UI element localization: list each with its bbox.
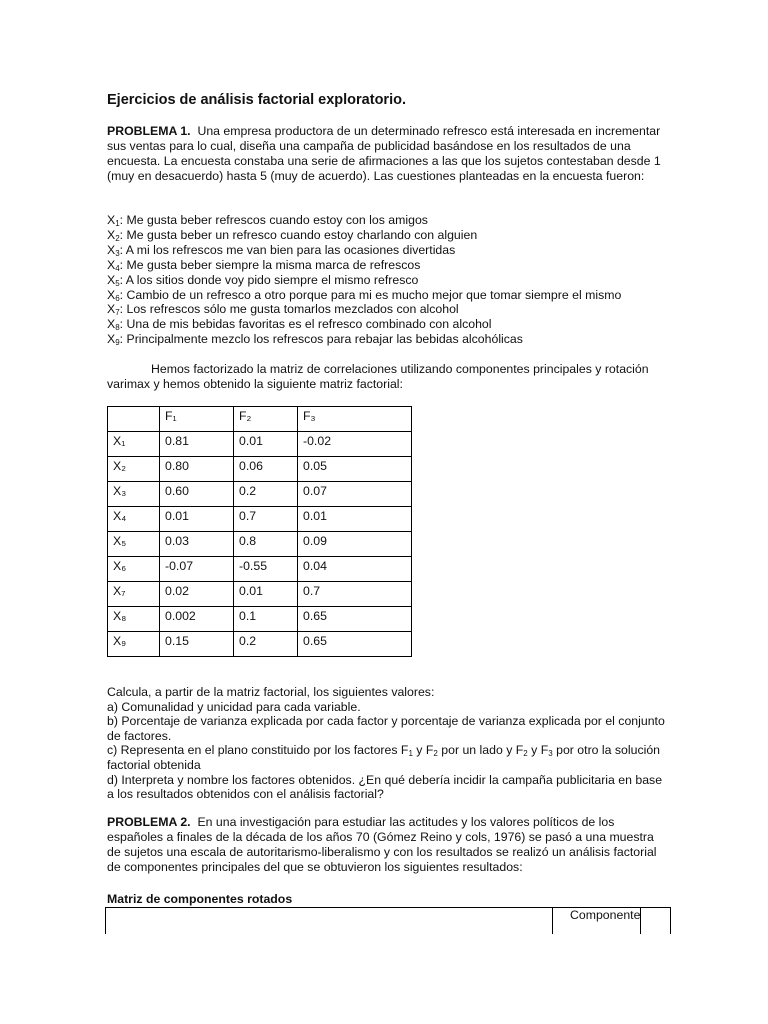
- tasks-lead: Calcula, a partir de la matriz factorial, los siguientes valores:: [107, 685, 435, 699]
- table-cell: 0.1: [234, 607, 298, 632]
- table-cell: X₄: [108, 507, 160, 532]
- table-cell: -0.55: [234, 557, 298, 582]
- table-cell: 0.002: [160, 607, 234, 632]
- task-b: b) Porcentaje de varianza explicada por cada factor y porcentaje de varianza explicada por el conjunto de factores.: [107, 714, 665, 743]
- table-cell: 0.09: [298, 532, 412, 557]
- task-c: c) Representa en el plano constituido por los factores $F_1$ y $F_2$ por un lado y $F_2$ y $F_3$ por otro la solución factorial obtenida: [107, 743, 661, 772]
- table-cell: 0.02: [160, 582, 234, 607]
- table-row: [108, 607, 412, 632]
- table-cell: X₈: [108, 607, 160, 632]
- table-cell: 0.2: [234, 482, 298, 507]
- survey-items-list: [107, 213, 621, 347]
- table-row: [108, 507, 412, 532]
- table-border-right: [670, 908, 671, 934]
- survey-item: $X_3$: A mi los refrescos me van bien para las ocasiones divertidas: [107, 242, 456, 258]
- table-cell: -0.02: [298, 432, 412, 457]
- table-cell: 0.80: [160, 457, 234, 482]
- problem2-intro-text: En una investigación para estudiar las actitudes y los valores políticos de los españoles a finales de la década de los años 70 (Gómez Reino y cols, 1976) se pasó a una muestra de sujetos una escala de autoritarismo-liberalismo y con los resultados se realizó un análisis factorial de componentes principales del que se obtuvieron los siguientes resultados:: [107, 815, 657, 874]
- table-cell: X₇: [108, 582, 160, 607]
- table-cell: 0.7: [298, 582, 412, 607]
- table-cell: 0.81: [160, 432, 234, 457]
- table-header-cell: F₂: [234, 407, 298, 432]
- table-cell: 0.01: [298, 507, 412, 532]
- rotated-matrix-heading: Matriz de componentes rotados: [107, 892, 293, 906]
- table-cell: X₉: [108, 632, 160, 657]
- table-cell: 0.07: [298, 482, 412, 507]
- task-a: a) Comunalidad y unicidad para cada variable.: [107, 699, 361, 714]
- survey-item: $X_5$: A los sitios donde voy pido siempre el mismo refresco: [107, 272, 419, 288]
- table-cell: 0.8: [234, 532, 298, 557]
- table-cell: 0.65: [298, 607, 412, 632]
- problem2-intro: [107, 815, 667, 875]
- table-row: [108, 632, 412, 657]
- table-cell: X₃: [108, 482, 160, 507]
- survey-item: $X_6$: Cambio de un refresco a otro porque para mi es mucho mejor que tomar siempre el mismo: [107, 287, 622, 303]
- table-border-left: [105, 908, 106, 934]
- table-header-row: [108, 407, 412, 432]
- rotated-components-table: [105, 907, 671, 934]
- method-paragraph: [107, 362, 667, 392]
- task-d: d) Interpreta y nombre los factores obtenidos. ¿En qué debería incidir la campaña publicitaria en base a los resultados obtenidos con el análisis factorial?: [107, 772, 663, 802]
- table-cell: 0.2: [234, 632, 298, 657]
- table-header-cell: [108, 407, 160, 432]
- table-cell: X₆: [108, 557, 160, 582]
- table-cell: 0.01: [234, 432, 298, 457]
- table-cell: X₂: [108, 457, 160, 482]
- problem1-intro: [107, 124, 667, 184]
- table-cell: X₁: [108, 432, 160, 457]
- table-header-cell: F₁: [160, 407, 234, 432]
- table-cell: 0.7: [234, 507, 298, 532]
- table-cell: 0.60: [160, 482, 234, 507]
- survey-item: $X_8$: Una de mis bebidas favoritas es el refresco combinado con alcohol: [107, 317, 492, 333]
- survey-item: $X_7$: Los refrescos sólo me gusta tomarlos mezclados con alcohol: [107, 302, 459, 318]
- table-cell: -0.07: [160, 557, 234, 582]
- factor-matrix-table: [107, 406, 412, 657]
- survey-item: $X_1$: Me gusta beber refrescos cuando estoy con los amigos: [107, 213, 428, 228]
- survey-item: $X_2$: Me gusta beber un refresco cuando estoy charlando con alguien: [107, 227, 478, 243]
- table-cell: 0.03: [160, 532, 234, 557]
- table-row: [108, 432, 412, 457]
- survey-item: $X_9$: Principalmente mezclo los refrescos para rebajar las bebidas alcohólicas: [107, 332, 523, 348]
- table-row: [108, 457, 412, 482]
- table-row: [108, 557, 412, 582]
- table-cell: 0.01: [160, 507, 234, 532]
- table-row: [108, 582, 412, 607]
- problem1-intro-text: Una empresa productora de un determinado refresco está interesada en incrementar sus ventas para lo cual, diseña una campaña de publicidad basándose en los resultados de una encuesta. La encuesta constaba una serie de afirmaciones a las que los sujetos contestaban desde 1 (muy en desacuerdo) hasta 5 (muy de acuerdo). Las cuestiones planteadas en la encuesta fueron:: [107, 124, 661, 183]
- table-border-mid: [552, 908, 553, 934]
- table-cell: 0.65: [298, 632, 412, 657]
- table-header-cell: F₃: [298, 407, 412, 432]
- table-row: [108, 532, 412, 557]
- table-cell: 0.01: [234, 582, 298, 607]
- table-cell: 0.06: [234, 457, 298, 482]
- tasks-list: [107, 685, 667, 802]
- survey-item: $X_4$: Me gusta beber siempre la misma marca de refrescos: [107, 257, 421, 273]
- table-cell: 0.04: [298, 557, 412, 582]
- method-text: Hemos factorizado la matriz de correlaciones utilizando componentes principales y rotación varimax y hemos obtenido la siguiente matriz factorial:: [107, 362, 649, 391]
- problem1-heading: PROBLEMA 1.: [107, 124, 191, 138]
- table-row: [108, 482, 412, 507]
- document-title: Ejercicios de análisis factorial exploratorio.: [107, 92, 406, 108]
- table-cell: 0.15: [160, 632, 234, 657]
- table-cell: X₅: [108, 532, 160, 557]
- table-cell: 0.05: [298, 457, 412, 482]
- problem2-heading: PROBLEMA 2.: [107, 815, 191, 829]
- component-column-label: Componente: [570, 908, 641, 922]
